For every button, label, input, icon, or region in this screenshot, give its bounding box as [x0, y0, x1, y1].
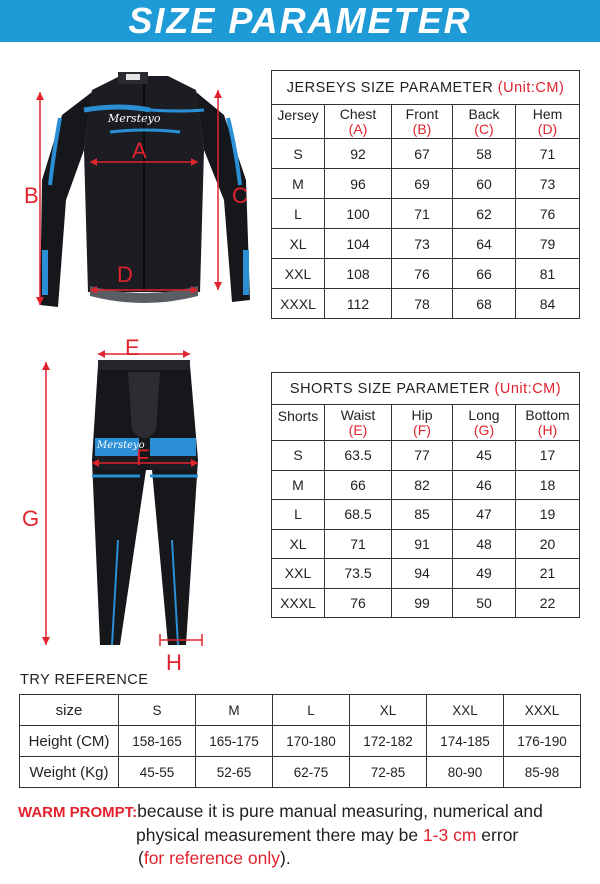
shorts-size-table — [271, 372, 580, 618]
label-a: A — [132, 138, 147, 163]
jersey-table-title: JERSEYS SIZE PARAMETER (Unit:CM) — [272, 71, 580, 105]
jersey-brand-logo: Mersteyo — [108, 112, 161, 125]
table-row: M 96 69 60 73 — [272, 169, 580, 199]
warm-prompt-line2: physical measurement there may be 1-3 cm error — [136, 825, 519, 845]
table-row: M 66 82 46 18 — [272, 470, 580, 500]
label-e: E — [125, 335, 140, 360]
label-c: C — [232, 183, 248, 208]
table-row: S 63.5 77 45 17 — [272, 441, 580, 471]
table-row: XL 71 91 48 20 — [272, 529, 580, 559]
table-row: XXXL 112 78 68 84 — [272, 289, 580, 319]
reference-weight-row: Weight (Kg) 45-55 52-65 62-75 72-85 80-90 85-98 — [20, 757, 581, 788]
jersey-size-table — [271, 70, 580, 319]
jersey-header-back: Back — [468, 105, 500, 122]
label-f: F — [136, 445, 150, 470]
shorts-header-row: Shorts Waist (E) Hip (F) Long (G) Bottom (H) — [272, 405, 580, 441]
try-reference-title: TRY REFERENCE — [20, 672, 149, 688]
jersey-header-front: Front — [405, 105, 439, 122]
jersey-unit: (Unit:CM) — [497, 79, 565, 96]
warm-prompt-line3: (for reference only). — [138, 848, 291, 868]
table-row: L 68.5 85 47 19 — [272, 500, 580, 530]
jersey-illustration — [36, 72, 250, 307]
warm-prompt — [18, 800, 588, 870]
try-reference-table — [19, 694, 581, 788]
shorts-header-waist: Waist — [340, 406, 376, 423]
shorts-table-title: SHORTS SIZE PARAMETER (Unit:CM) — [272, 373, 580, 405]
table-row: XXL 73.5 94 49 21 — [272, 559, 580, 589]
label-b: B — [24, 183, 39, 208]
table-row: S 92 67 58 71 — [272, 139, 580, 169]
jersey-header-chest: Chest — [339, 105, 377, 122]
warm-prompt-line1: because it is pure manual measuring, numerical and — [137, 801, 543, 821]
table-row: XL 104 73 64 79 — [272, 229, 580, 259]
jersey-header-row: Jersey Chest (A) Front (B) Back (C) Hem (D) — [272, 105, 580, 139]
table-row: XXL 108 76 66 81 — [272, 259, 580, 289]
table-row: L 100 71 62 76 — [272, 199, 580, 229]
label-g: G — [22, 506, 40, 531]
warm-prompt-label: WARM PROMPT: — [18, 804, 138, 821]
label-d: D — [117, 262, 133, 287]
pants-illustration — [42, 350, 202, 646]
shorts-header-hip: Hip — [411, 406, 433, 423]
pants-brand-logo: Mersteyo — [97, 440, 145, 451]
label-h: H — [166, 650, 182, 675]
shorts-unit: (Unit:CM) — [494, 380, 562, 397]
shorts-header-size: Shorts — [277, 408, 319, 424]
reference-height-row: Height (CM) 158-165 165-175 170-180 172-182 174-185 176-190 — [20, 726, 581, 757]
jersey-header-size: Jersey — [277, 107, 319, 123]
page-title: SIZE PARAMETER — [128, 0, 472, 41]
jersey-header-hem: Hem — [532, 105, 563, 122]
shorts-header-long: Long — [468, 406, 500, 423]
reference-size-row: size S M L XL XXL XXXL — [20, 695, 581, 726]
shorts-header-bottom: Bottom — [525, 406, 570, 423]
table-row: XXXL 76 99 50 22 — [272, 588, 580, 618]
